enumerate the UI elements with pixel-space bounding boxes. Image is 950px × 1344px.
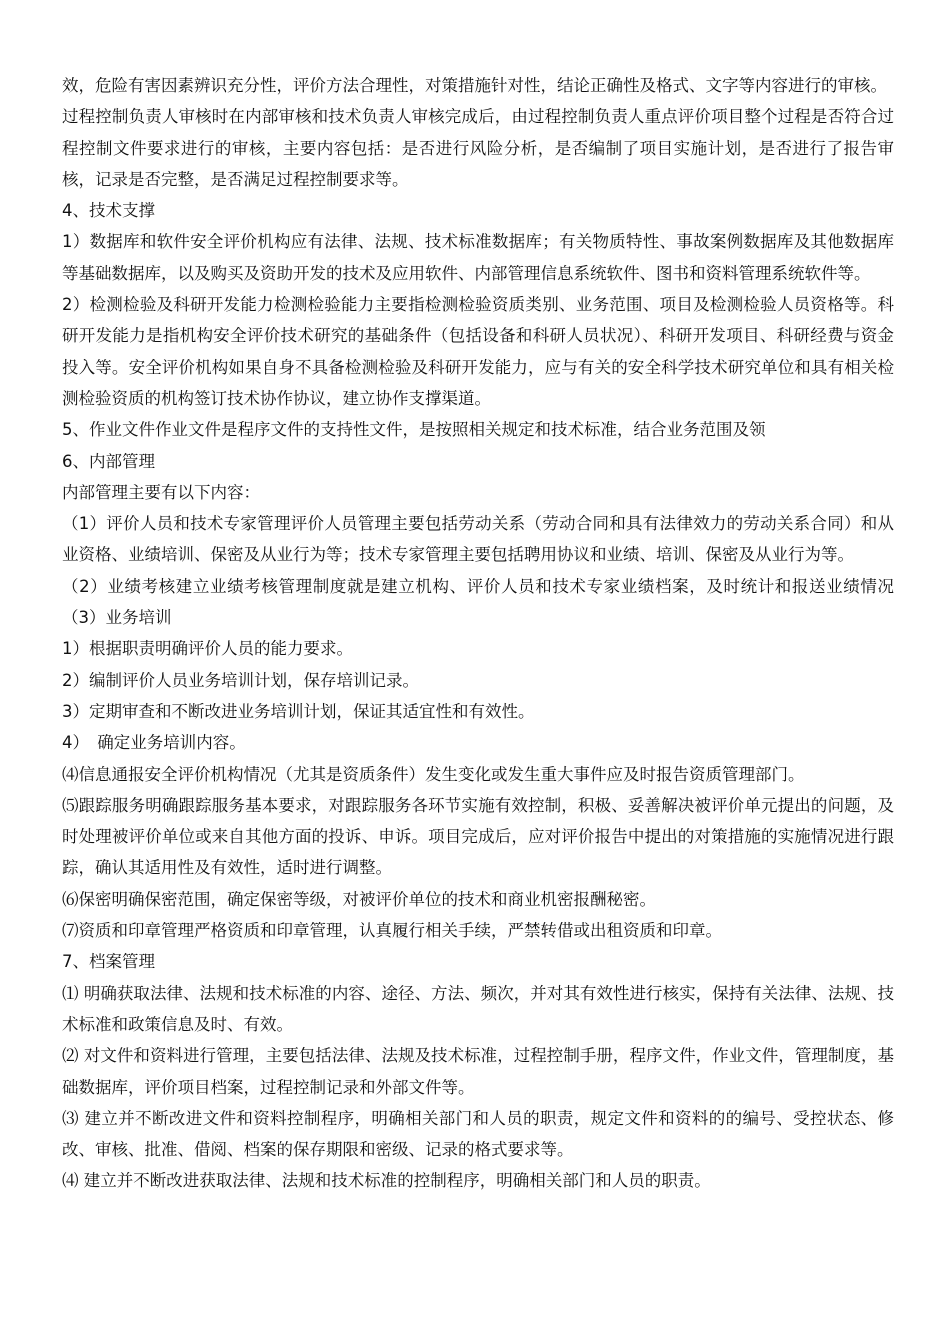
list-item-training-3: 3）定期审查和不断改进业务培训计划，保证其适宜性和有效性。 [62, 701, 535, 721]
paragraph-personnel-management: （1）评价人员和技术专家管理评价人员管理主要包括劳动关系（劳动合同和具有法律效力的劳动关系合同）和从业资格、业绩培训、保密及从业行为等；技术专家管理主要包括聘用协议和业绩、培训、保密及从业行为等。 [62, 514, 894, 565]
list-item-archive-3: ⑶ 建立并不断改进文件和资料控制程序，明确相关部门和人员的职责，规定文件和资料的的编号、受控状态、修改、审核、批准、借阅、档案的保存期限和密级、记录的格式要求等。 [62, 1108, 894, 1160]
list-item-training-1: 1）根据职责明确评价人员的能力要求。 [62, 639, 353, 659]
document-body [62, 70, 894, 1197]
list-item-archive-2: ⑵ 对文件和资料进行管理，主要包括法律、法规及技术标准，过程控制手册，程序文件，作业文件，管理制度，基础数据库，评价项目档案，过程控制记录和外部文件等。 [62, 1046, 894, 1097]
list-item-training-4: 4） 确定业务培训内容。 [62, 733, 246, 753]
list-item-archive-1: ⑴ 明确获取法律、法规和技术标准的内容、途径、方法、频次，并对其有效性进行核实，保持有关法律、法规、技术标准和政策信息及时、有效。 [62, 983, 894, 1034]
paragraph-confidentiality: ⑹保密明确保密范围，确定保密等级，对被评价单位的技术和商业机密报酬秘密。 [62, 889, 656, 909]
paragraph-database-software: 1）数据库和软件安全评价机构应有法律、法规、技术标准数据库；有关物质特性、事故案例数据库及其他数据库等基础数据库，以及购买及资助开发的技术及应用软件、内部管理信息系统软件、图书和资料管理系统软件等。 [62, 232, 894, 283]
paragraph-follow-up-service: ⑸跟踪服务明确跟踪服务基本要求，对跟踪服务各环节实施有效控制，积极、妥善解决被评价单元提出的问题，及时处理被评价单位或来自其他方面的投诉、申诉。项目完成后，应对评价报告中提出的对策措施的实施情况进行跟踪，确认其适用性及有效性，适时进行调整。 [62, 795, 894, 878]
paragraph-process-control-review: 过程控制负责人审核时在内部审核和技术负责人审核完成后，由过程控制负责人重点评价项目整个过程是否符合过程控制文件要求进行的审核，主要内容包括：是否进行风险分析，是否编制了项目实施计划，是否进行了报告审核，记录是否完整，是否满足过程控制要求等。 [62, 107, 894, 189]
paragraph-testing-research: 2）检测检验及科研开发能力检测检验能力主要指检测检验资质类别、业务范围、项目及检测检验人员资格等。科研开发能力是指机构安全评价技术研究的基础条件（包括设备和科研人员状况）、科研开发项目、科研经费与资金投入等。安全评价机构如果自身不具备检测检验及科研开发能力，应与有关的安全科学技术研究单位和具有相关检测检验资质的机构签订技术协作协议，建立协作支撑渠道。 [62, 295, 894, 408]
paragraph-work-documents: 5、作业文件作业文件是程序文件的支持性文件，是按照相关规定和技术标准，结合业务范围及领 [62, 420, 766, 440]
paragraph-internal-management-intro: 内部管理主要有以下内容： [62, 482, 260, 502]
list-item-training-2: 2）编制评价人员业务培训计划，保存培训记录。 [62, 670, 419, 690]
heading-technical-support: 4、技术支撑 [62, 201, 155, 221]
list-item-archive-4: ⑷ 建立并不断改进获取法律、法规和技术标准的控制程序，明确相关部门和人员的职责。 [62, 1171, 711, 1191]
paragraph-performance-assessment: （2）业绩考核建立业绩考核管理制度就是建立机构、评价人员和技术专家业绩档案，及时统计和报送业绩情况（3）业务培训 [62, 576, 894, 628]
heading-internal-management: 6、内部管理 [62, 451, 155, 471]
paragraph-review-content: 效，危险有害因素辨识充分性，评价方法合理性，对策措施针对性，结论正确性及格式、文字等内容进行的审核。 [62, 76, 887, 95]
heading-archive-management: 7、档案管理 [62, 952, 155, 972]
paragraph-qualification-seal: ⑺资质和印章管理严格资质和印章管理，认真履行相关手续，严禁转借或出租资质和印章。 [62, 921, 722, 941]
paragraph-information-report: ⑷信息通报安全评价机构情况（尤其是资质条件）发生变化或发生重大事件应及时报告资质管理部门。 [62, 764, 805, 784]
